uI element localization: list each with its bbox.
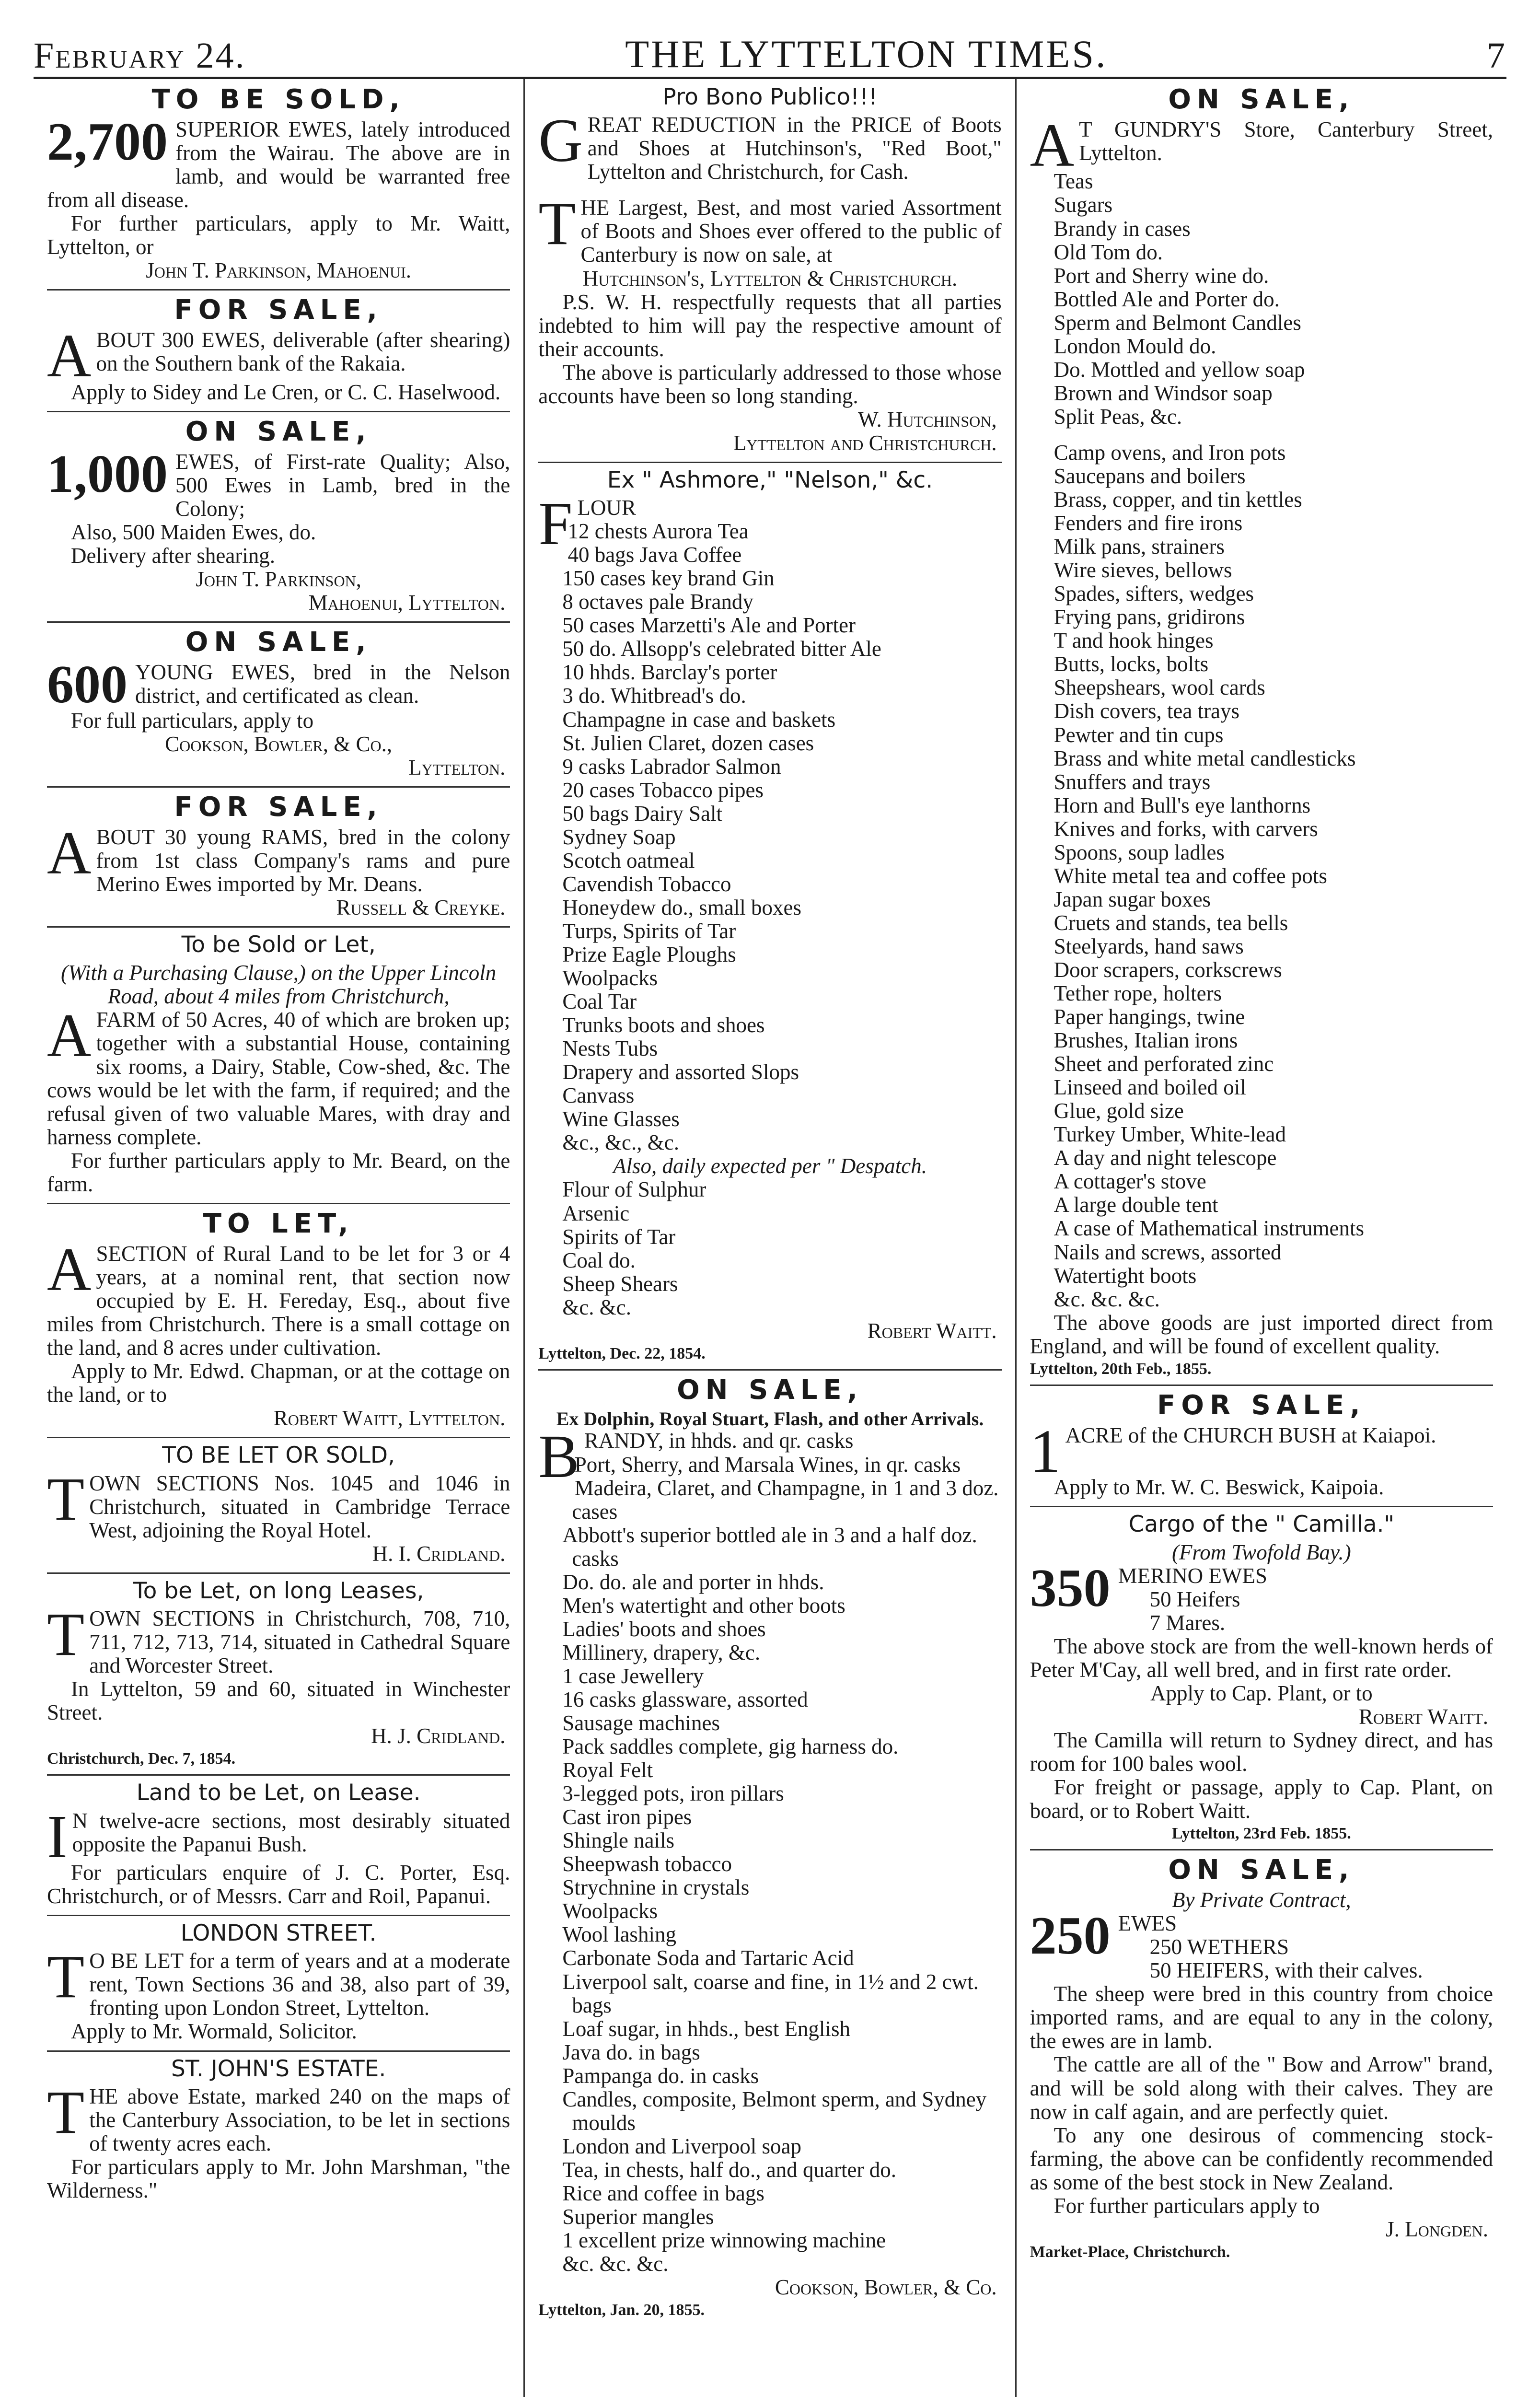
goods-list-item: Horn and Bull's eye lanthorns xyxy=(1054,793,1311,817)
ad-signature: Lyttelton and Christchurch. xyxy=(733,431,997,455)
ad-600-young-ewes xyxy=(47,621,510,786)
ad-heading: To be Let, on long Leases, xyxy=(133,1577,424,1604)
goods-list-item: Sheepshears, wool cards xyxy=(1054,675,1265,700)
drop-cap: G xyxy=(538,106,583,175)
ad-contact: For particulars apply to Mr. John Marshman, "the Wilderness." xyxy=(47,2154,510,2202)
goods-list-item: Scotch oatmeal xyxy=(562,848,695,873)
ad-number: 600 xyxy=(47,655,127,715)
ad-body: EWES xyxy=(1118,1911,1177,1936)
goods-list-item: Brushes, Italian irons xyxy=(1054,1028,1238,1053)
column-2 xyxy=(523,79,1015,2397)
goods-list-item: &c. &c. &c. xyxy=(1054,1287,1160,1311)
ad-heading: ON SALE, xyxy=(677,1374,863,1406)
ad-date: Lyttelton, Jan. 20, 1855. xyxy=(538,2301,705,2319)
goods-list-item: &c., &c., &c. xyxy=(562,1130,680,1155)
ad-1000-ewes xyxy=(47,411,510,621)
ad-signature: J. Longden. xyxy=(1386,2217,1488,2241)
goods-list-item: Coal Tar xyxy=(562,989,637,1014)
goods-list-item: Port, Sherry, and Marsala Wines, in qr. casks xyxy=(574,1452,961,1477)
drop-cap: A xyxy=(47,1235,92,1304)
ad-line: Also, 500 Maiden Ewes, do. xyxy=(71,520,316,544)
ad-signature: W. Hutchinson, xyxy=(858,407,997,431)
goods-list-item: Strychnine in crystals xyxy=(562,1875,750,1900)
goods-list-item: Honeydew do., small boxes xyxy=(562,895,801,919)
ad-body: BOUT 30 young RAMS, bred in the colony from 1st class Company's rams and pure Merino Ewes imported by Mr. Deans. xyxy=(96,825,510,896)
goods-list xyxy=(538,520,1001,1154)
ad-line: P.S. W. H. respectfully requests that all parties indebted to him will pay the respective amount of their accounts. xyxy=(538,290,1002,361)
goods-list-item: Brass, copper, and tin kettles xyxy=(1054,488,1302,512)
goods-list-item: Glue, gold size xyxy=(1054,1099,1184,1123)
ad-body: HE Largest, Best, and most varied Assortment of Boots and Shoes ever offered to the public of Canterbury is now on sale, at xyxy=(580,196,1002,267)
ad-heading: ON SALE, xyxy=(185,416,372,447)
drop-cap: I xyxy=(47,1802,68,1871)
ad-signature: Cookson, Bowler, & Co., xyxy=(165,732,393,756)
ad-line: The above is particularly addressed to those whose accounts have been so long standing. xyxy=(538,360,1002,408)
goods-list-item: Milk pans, strainers xyxy=(1054,535,1225,559)
goods-list-item: Woolpacks xyxy=(562,1899,658,1923)
ad-contact: Apply to Mr. Wormald, Solicitor. xyxy=(71,2019,357,2044)
goods-list-item: Sugars xyxy=(1054,193,1113,217)
ad-body: MERINO EWES xyxy=(1118,1563,1267,1588)
goods-list-item: Camp ovens, and Iron pots xyxy=(1054,440,1286,465)
goods-list-item: Drapery and assorted Slops xyxy=(562,1060,799,1084)
goods-list-item: Do. do. ale and porter in hhds. xyxy=(562,1570,824,1594)
ad-heading: TO BE SOLD, xyxy=(151,84,405,115)
ad-signature: Robert Waitt, Lyttelton. xyxy=(273,1406,506,1431)
goods-list-item: Trunks boots and shoes xyxy=(562,1013,765,1037)
ad-date: Lyttelton, 20th Feb., 1855. xyxy=(1030,1360,1212,1378)
ad-body: RANDY, in hhds. and qr. casks xyxy=(584,1429,854,1453)
goods-list-item: Sheepwash tobacco xyxy=(562,1852,732,1876)
ad-contact: For full particulars, apply to xyxy=(71,709,314,733)
goods-list-item: Spoons, soup ladles xyxy=(1054,840,1225,864)
goods-list-item: Tether rope, holters xyxy=(1054,981,1222,1006)
goods-list-item: &c. &c. xyxy=(562,1295,632,1319)
goods-list-item: Turkey Umber, White-lead xyxy=(1054,1122,1286,1147)
ad-number: 2,700 xyxy=(47,112,168,172)
goods-list-item: White metal tea and coffee pots xyxy=(1054,863,1327,888)
ad-line: The sheep were bred in this country from choice imported rams, and are equal to any in the colony, the ewes are in lamb. xyxy=(1030,1982,1493,2053)
goods-list-item: Fenders and fire irons xyxy=(1054,511,1243,535)
goods-list-item: Do. Mottled and yellow soap xyxy=(1054,357,1305,382)
ad-300-ewes xyxy=(47,289,510,410)
goods-list-item: Pewter and tin cups xyxy=(1054,722,1224,747)
drop-cap: A xyxy=(1030,111,1075,180)
goods-list-item: &c. &c. &c. xyxy=(562,2252,669,2276)
masthead xyxy=(34,19,1506,79)
goods-list-item: Frying pans, gridirons xyxy=(1054,605,1245,629)
ad-line: 50 HEIFERS, with their calves. xyxy=(1149,1958,1423,1983)
ad-rural-land-to-let xyxy=(47,1203,510,1437)
ad-body: REAT REDUCTION in the PRICE of Boots and Shoes at Hutchinson's, "Red Boot," Lyttelton and Christchurch, for Cash. xyxy=(587,113,1002,184)
ad-signature: Robert Waitt. xyxy=(1358,1704,1488,1729)
ad-line: The above stock are from the well-known herds of Peter M'Cay, all well bred, and in first rate order. xyxy=(1030,1634,1493,1682)
ad-heading: ON SALE, xyxy=(185,627,372,658)
goods-list-item: A cottager's stove xyxy=(1054,1169,1206,1194)
goods-list-item: 3-legged pots, iron pillars xyxy=(562,1781,784,1806)
ad-heading: TO LET, xyxy=(203,1208,354,1240)
goods-list-item: Port and Sherry wine do. xyxy=(1054,263,1269,288)
goods-list-item: 9 casks Labrador Salmon xyxy=(562,754,781,779)
ad-body: YOUNG EWES, bred in the Nelson district, and certificated as clean. xyxy=(135,660,510,708)
goods-list-item: Linseed and boiled oil xyxy=(1054,1075,1246,1100)
ad-subheading: (From Twofold Bay.) xyxy=(1171,1540,1351,1564)
issue-date: February 24. xyxy=(34,35,246,76)
goods-list-item: Bottled Ale and Porter do. xyxy=(1054,287,1280,311)
ad-subheading: By Private Contract, xyxy=(1171,1888,1351,1912)
goods-list xyxy=(1030,441,1493,1311)
ad-body: OWN SECTIONS Nos. 1045 and 1046 in Christchurch, situated in Cambridge Terrace West, adjoining the Royal Hotel. xyxy=(89,1471,510,1542)
goods-list-item: Cavendish Tobacco xyxy=(562,872,731,896)
goods-list-item: Teas xyxy=(1054,169,1093,194)
goods-list-item: Candles, composite, Belmont sperm, and Sydney moulds xyxy=(562,2087,987,2135)
goods-list-item: Butts, locks, bolts xyxy=(1054,652,1209,676)
ad-church-bush xyxy=(1030,1385,1493,1506)
goods-list-item: Abbott's superior bottled ale in 3 and a half doz. casks xyxy=(562,1523,977,1571)
goods-list-item: London and Liverpool soap xyxy=(562,2134,801,2158)
goods-list-item: Japan sugar boxes xyxy=(1054,887,1211,911)
goods-list-item: Sheep Shears xyxy=(562,1271,678,1296)
ad-line: Delivery after shearing. xyxy=(71,544,276,568)
goods-list-item: 1 excellent prize winnowing machine xyxy=(562,2228,886,2253)
ad-cargo-camilla xyxy=(1030,1506,1493,1849)
ad-signature: Robert Waitt. xyxy=(867,1318,997,1343)
goods-list-item: St. Julien Claret, dozen cases xyxy=(562,731,814,755)
ad-heading: FOR SALE, xyxy=(174,294,383,326)
goods-list-item: Wine Glasses xyxy=(562,1107,680,1131)
ad-heading: Land to be Let, on Lease. xyxy=(136,1780,421,1806)
goods-list-item: Men's watertight and other boots xyxy=(562,1593,845,1617)
ad-line: 7 Mares. xyxy=(1149,1610,1226,1635)
goods-list-item: Carbonate Soda and Tartaric Acid xyxy=(562,1946,854,1970)
goods-list-item: Turps, Spirits of Tar xyxy=(562,919,736,943)
goods-list-item: Arsenic xyxy=(562,1201,630,1225)
goods-list-item: Cast iron pipes xyxy=(562,1805,692,1829)
ad-signature: H. I. Cridland. xyxy=(372,1541,506,1566)
ad-signature: Lyttelton. xyxy=(408,756,506,780)
goods-list-item: Prize Eagle Ploughs xyxy=(562,942,736,966)
goods-list-item: Canvass xyxy=(562,1083,635,1108)
page-number: 7 xyxy=(1487,35,1506,76)
goods-list-item: A case of Mathematical instruments xyxy=(1054,1216,1364,1241)
drop-cap: B xyxy=(538,1422,579,1491)
ad-contact: For further particulars, apply to Mr. Waitt, Lyttelton, or xyxy=(47,211,510,259)
ad-heading: FOR SALE, xyxy=(174,791,383,823)
goods-list-item: Superior mangles xyxy=(562,2205,714,2229)
goods-list-item: Split Peas, &c. xyxy=(1054,404,1182,429)
drop-cap: A xyxy=(47,819,92,887)
goods-list-item: Nails and screws, assorted xyxy=(1054,1240,1282,1264)
ad-heading: Cargo of the " Camilla." xyxy=(1128,1511,1395,1538)
ad-ex-ashmore-nelson xyxy=(538,462,1001,1369)
ad-number: 1,000 xyxy=(47,444,168,504)
ad-line: The above goods are just imported direct from England, and will be found of excellent quality. xyxy=(1030,1310,1493,1358)
goods-list-item: Door scrapers, corkscrews xyxy=(1054,957,1282,982)
ad-town-sections-1045 xyxy=(47,1437,510,1572)
ad-30-rams xyxy=(47,786,510,926)
ad-heading: To be Sold or Let, xyxy=(181,931,376,958)
ad-london-street xyxy=(47,1915,510,2050)
goods-list-item: 20 cases Tobacco pipes xyxy=(562,778,764,802)
goods-list-item: 12 chests Aurora Tea xyxy=(567,519,749,544)
ad-contact: For further particulars apply to xyxy=(1054,2193,1320,2218)
goods-list-item: Nests Tubs xyxy=(562,1036,658,1061)
ad-heading: LONDON STREET. xyxy=(180,1920,377,1947)
ad-contact: Apply to Mr. W. C. Beswick, Kaipoia. xyxy=(1054,1475,1384,1500)
column-3 xyxy=(1015,79,1506,2397)
column-1 xyxy=(34,79,523,2397)
ad-line: The cattle are all of the " Bow and Arrow" brand, and will be sold along with their calves. They are now in calf again, and are perfectly quiet. xyxy=(1030,2052,1493,2124)
goods-list-item: Brass and white metal candlesticks xyxy=(1054,746,1356,770)
ad-signature: H. J. Cridland. xyxy=(371,1724,506,1748)
ad-signature: Cookson, Bowler, & Co. xyxy=(775,2275,997,2300)
ad-st-johns-estate xyxy=(47,2050,510,2209)
goods-list-item: Tea, in chests, half do., and quarter do. xyxy=(562,2157,896,2182)
ad-body: N twelve-acre sections, most desirably situated opposite the Papanui Bush. xyxy=(72,1808,510,1856)
ad-town-sections-leases xyxy=(47,1572,510,1775)
goods-list-item: 1 case Jewellery xyxy=(562,1664,704,1688)
ad-line: Hutchinson's, Lyttelton & Christchurch. xyxy=(582,266,958,291)
goods-list-item: Knives and forks, with carvers xyxy=(1054,816,1318,841)
goods-list-item: Wool lashing xyxy=(562,1922,676,1947)
goods-list-item: Watertight boots xyxy=(1054,1263,1197,1288)
ad-signature: Russell & Creyke. xyxy=(336,896,506,920)
goods-list-item: Pampanga do. in casks xyxy=(562,2063,759,2088)
ad-land-to-let xyxy=(47,1774,510,1915)
ad-contact: For further particulars apply to Mr. Beard, on the farm. xyxy=(47,1148,510,1197)
ad-body: SUPERIOR EWES, lately introduced from the Wairau. The above are in lamb, and would be warranted free from all disease. xyxy=(47,117,510,212)
goods-list-item: 10 hhds. Barclay's porter xyxy=(562,660,777,685)
drop-cap: T xyxy=(47,2078,85,2146)
drop-cap: A xyxy=(47,1001,92,1070)
goods-list-item: Sheet and perforated zinc xyxy=(1054,1052,1274,1076)
goods-list-item: 8 octaves pale Brandy xyxy=(562,590,753,614)
goods-list-item: Loaf sugar, in hhds., best English xyxy=(562,2016,850,2041)
goods-list xyxy=(1030,170,1493,429)
ad-date: Lyttelton, Dec. 22, 1854. xyxy=(538,1344,706,1362)
ad-subheading: Ex Dolphin, Royal Stuart, Flash, and other Arrivals. xyxy=(556,1408,984,1430)
ad-line: To any one desirous of commencing stock-farming, the above can be confidently recommended as some of the best stock in New Zealand. xyxy=(1030,2123,1493,2194)
advert-columns xyxy=(34,79,1506,2397)
ad-contact: For freight or passage, apply to Cap. Plant, on board, or to Robert Waitt. xyxy=(1030,1775,1493,1823)
goods-list-item: Old Tom do. xyxy=(1054,240,1163,264)
ad-signature: John T. Parkinson, Mahoenui. xyxy=(146,258,412,283)
goods-list-item: Brandy in cases xyxy=(1054,216,1191,241)
ad-number: 250 xyxy=(1030,1906,1111,1966)
goods-list-item: T and hook hinges xyxy=(1054,628,1214,653)
drop-cap: T xyxy=(538,189,576,258)
ad-line: 50 Heifers xyxy=(1149,1587,1240,1611)
goods-list-item: 50 do. Allsopp's celebrated bitter Ale xyxy=(562,637,881,661)
ad-heading: Pro Bono Publico!!! xyxy=(662,84,878,110)
goods-list-item: Cruets and stands, tea bells xyxy=(1054,910,1288,935)
goods-list-item: Wire sieves, bellows xyxy=(1054,558,1232,582)
drop-cap: T xyxy=(47,1465,85,1533)
ad-body: OWN SECTIONS in Christchurch, 708, 710, 711, 712, 713, 714, situated in Cathedral Square and Worcester Street. xyxy=(89,1606,510,1678)
ad-gundrys-store xyxy=(1030,85,1493,1385)
goods-list-item: Ladies' boots and shoes xyxy=(562,1617,766,1641)
ad-heading: Ex " Ashmore," "Nelson," &c. xyxy=(607,466,933,493)
ad-heading: ON SALE, xyxy=(1168,1854,1355,1886)
ad-subheading: (With a Purchasing Clause,) on the Upper Lincoln Road, about 4 miles from Christchurch, xyxy=(61,960,497,1008)
goods-list-item: Steelyards, hand saws xyxy=(1054,934,1244,958)
newspaper-title: THE LYTTELTON TIMES. xyxy=(625,32,1108,76)
ad-body: O BE LET for a term of years and at a moderate rent, Town Sections 36 and 38, also part of 39, fronting upon London Street, Lyttelton. xyxy=(89,1949,510,2020)
ad-body: BOUT 300 EWES, deliverable (after shearing) on the Southern bank of the Rakaia. xyxy=(96,328,510,376)
ad-body: SECTION of Rural Land to be let for 3 or 4 years, at a nominal rent, that section now occupied by E. H. Fereday, Esq., about five miles from Christchurch. There is a small cottage on the land, and 8 acres under cultivation. xyxy=(47,1242,510,1360)
ad-farm-sold-or-let xyxy=(47,926,510,1203)
ad-heading: ON SALE, xyxy=(1168,84,1355,115)
goods-list-item: 50 bags Dairy Salt xyxy=(562,801,723,826)
ad-contact: Apply to Mr. Edwd. Chapman, or at the cottage on the land, or to xyxy=(47,1359,510,1407)
ad-line: In Lyttelton, 59 and 60, situated in Winchester Street. xyxy=(47,1677,510,1725)
drop-cap: T xyxy=(47,1600,85,1669)
goods-list-item: Paper hangings, twine xyxy=(1054,1005,1245,1029)
ad-line: The Camilla will return to Sydney direct, and has room for 100 bales wool. xyxy=(1030,1728,1493,1776)
goods-list xyxy=(538,1453,1001,2276)
goods-list-item: Flour of Sulphur xyxy=(562,1177,706,1202)
ad-body: HE above Estate, marked 240 on the maps of the Canterbury Association, to be let in sections of twenty acres each. xyxy=(89,2084,510,2155)
goods-list-item: Coal do. xyxy=(562,1248,636,1272)
ad-heading: TO BE LET OR SOLD, xyxy=(162,1442,395,1469)
ad-line: 250 WETHERS xyxy=(1149,1935,1289,1959)
ad-date: Christchurch, Dec. 7, 1854. xyxy=(47,1750,236,1768)
ad-pro-bono-publico xyxy=(538,85,1001,462)
goods-list-item: Saucepans and boilers xyxy=(1054,464,1246,488)
goods-list-item: A large double tent xyxy=(1054,1193,1218,1217)
ad-body: T GUNDRY'S Store, Canterbury Street, Lyttelton. xyxy=(1079,117,1493,165)
ad-number: 350 xyxy=(1030,1558,1111,1618)
goods-list-item: Champagne in case and baskets xyxy=(562,707,836,732)
ad-contact: Apply to Sidey and Le Cren, or C. C. Haselwood. xyxy=(71,380,501,404)
ad-body: ACRE of the CHURCH BUSH at Kaiapoi. xyxy=(1065,1423,1436,1447)
goods-list-item: Sausage machines xyxy=(562,1711,720,1735)
goods-list-item: 3 do. Whitbread's do. xyxy=(562,684,746,708)
goods-list-item: Rice and coffee in bags xyxy=(562,2181,764,2205)
goods-list-item: Snuffers and trays xyxy=(1054,769,1211,794)
ad-body: LOUR xyxy=(577,496,637,520)
goods-list-item: Brown and Windsor soap xyxy=(1054,381,1273,405)
ad-line: Apply to Cap. Plant, or to xyxy=(1150,1681,1373,1705)
ad-signature: Mahoenui, Lyttelton. xyxy=(308,591,506,615)
goods-list-item: London Mould do. xyxy=(1054,334,1216,358)
ad-on-sale-ex-dolphin xyxy=(538,1369,1001,2326)
goods-list-item: Dish covers, tea trays xyxy=(1054,699,1240,723)
goods-list-item: 50 cases Marzetti's Ale and Porter xyxy=(562,613,856,638)
goods-list-item: Spirits of Tar xyxy=(562,1224,676,1249)
ad-body: EWES, of First-rate Quality; Also, 500 Ewes in Lamb, bred in the Colony; xyxy=(175,449,510,521)
drop-cap: F xyxy=(538,489,573,558)
ad-line: Also, daily expected per " Despatch. xyxy=(613,1154,927,1178)
goods-list-item: Spades, sifters, wedges xyxy=(1054,582,1254,606)
goods-list-item: A day and night telescope xyxy=(1054,1146,1277,1170)
ad-body: FARM of 50 Acres, 40 of which are broken up; together with a substantial House, containing six rooms, a Dairy, Stable, Cow-shed, &c. The cows would be let with the farm, if required; and the refusal given of two valuable Mares, with dray and harness complete. xyxy=(47,1007,510,1149)
drop-cap: 1 xyxy=(1030,1417,1061,1485)
goods-list-item: 150 cases key brand Gin xyxy=(562,566,775,591)
goods-list xyxy=(538,1178,1001,1319)
goods-list-item: 40 bags Java Coffee xyxy=(567,543,742,567)
goods-list-item: Sperm and Belmont Candles xyxy=(1054,310,1301,335)
drop-cap: A xyxy=(47,322,92,390)
goods-list-item: Millinery, drapery, &c. xyxy=(562,1640,761,1664)
ad-heading: FOR SALE, xyxy=(1157,1389,1366,1421)
goods-list-item: Sydney Soap xyxy=(562,825,676,849)
goods-list-item: Shingle nails xyxy=(562,1828,675,1853)
goods-list-item: Java do. in bags xyxy=(562,2040,700,2064)
drop-cap: T xyxy=(47,1943,85,2011)
goods-list-item: Madeira, Claret, and Champagne, in 1 and 3 doz. cases xyxy=(572,1476,999,1524)
ad-signature: John T. Parkinson, xyxy=(196,567,361,592)
goods-list-item: Pack saddles complete, gig harness do. xyxy=(562,1734,899,1759)
ad-date: Lyttelton, 23rd Feb. 1855. xyxy=(1171,1825,1351,1843)
ad-date: Market-Place, Christchurch. xyxy=(1030,2243,1230,2261)
goods-list-item: Royal Felt xyxy=(562,1758,653,1782)
ad-private-contract xyxy=(1030,1849,1493,2268)
ad-heading: ST. JOHN'S ESTATE. xyxy=(171,2055,386,2082)
ad-contact: For particulars enquire of J. C. Porter, Esq. Christchurch, or of Messrs. Carr and Roil, Papanui. xyxy=(47,1861,510,1908)
ad-2700-ewes xyxy=(47,85,510,289)
goods-list-item: Liverpool salt, coarse and fine, in 1½ and 2 cwt. bags xyxy=(562,1969,979,2017)
goods-list-item: Woolpacks xyxy=(562,966,658,990)
goods-list-item: 16 casks glassware, assorted xyxy=(562,1687,808,1711)
